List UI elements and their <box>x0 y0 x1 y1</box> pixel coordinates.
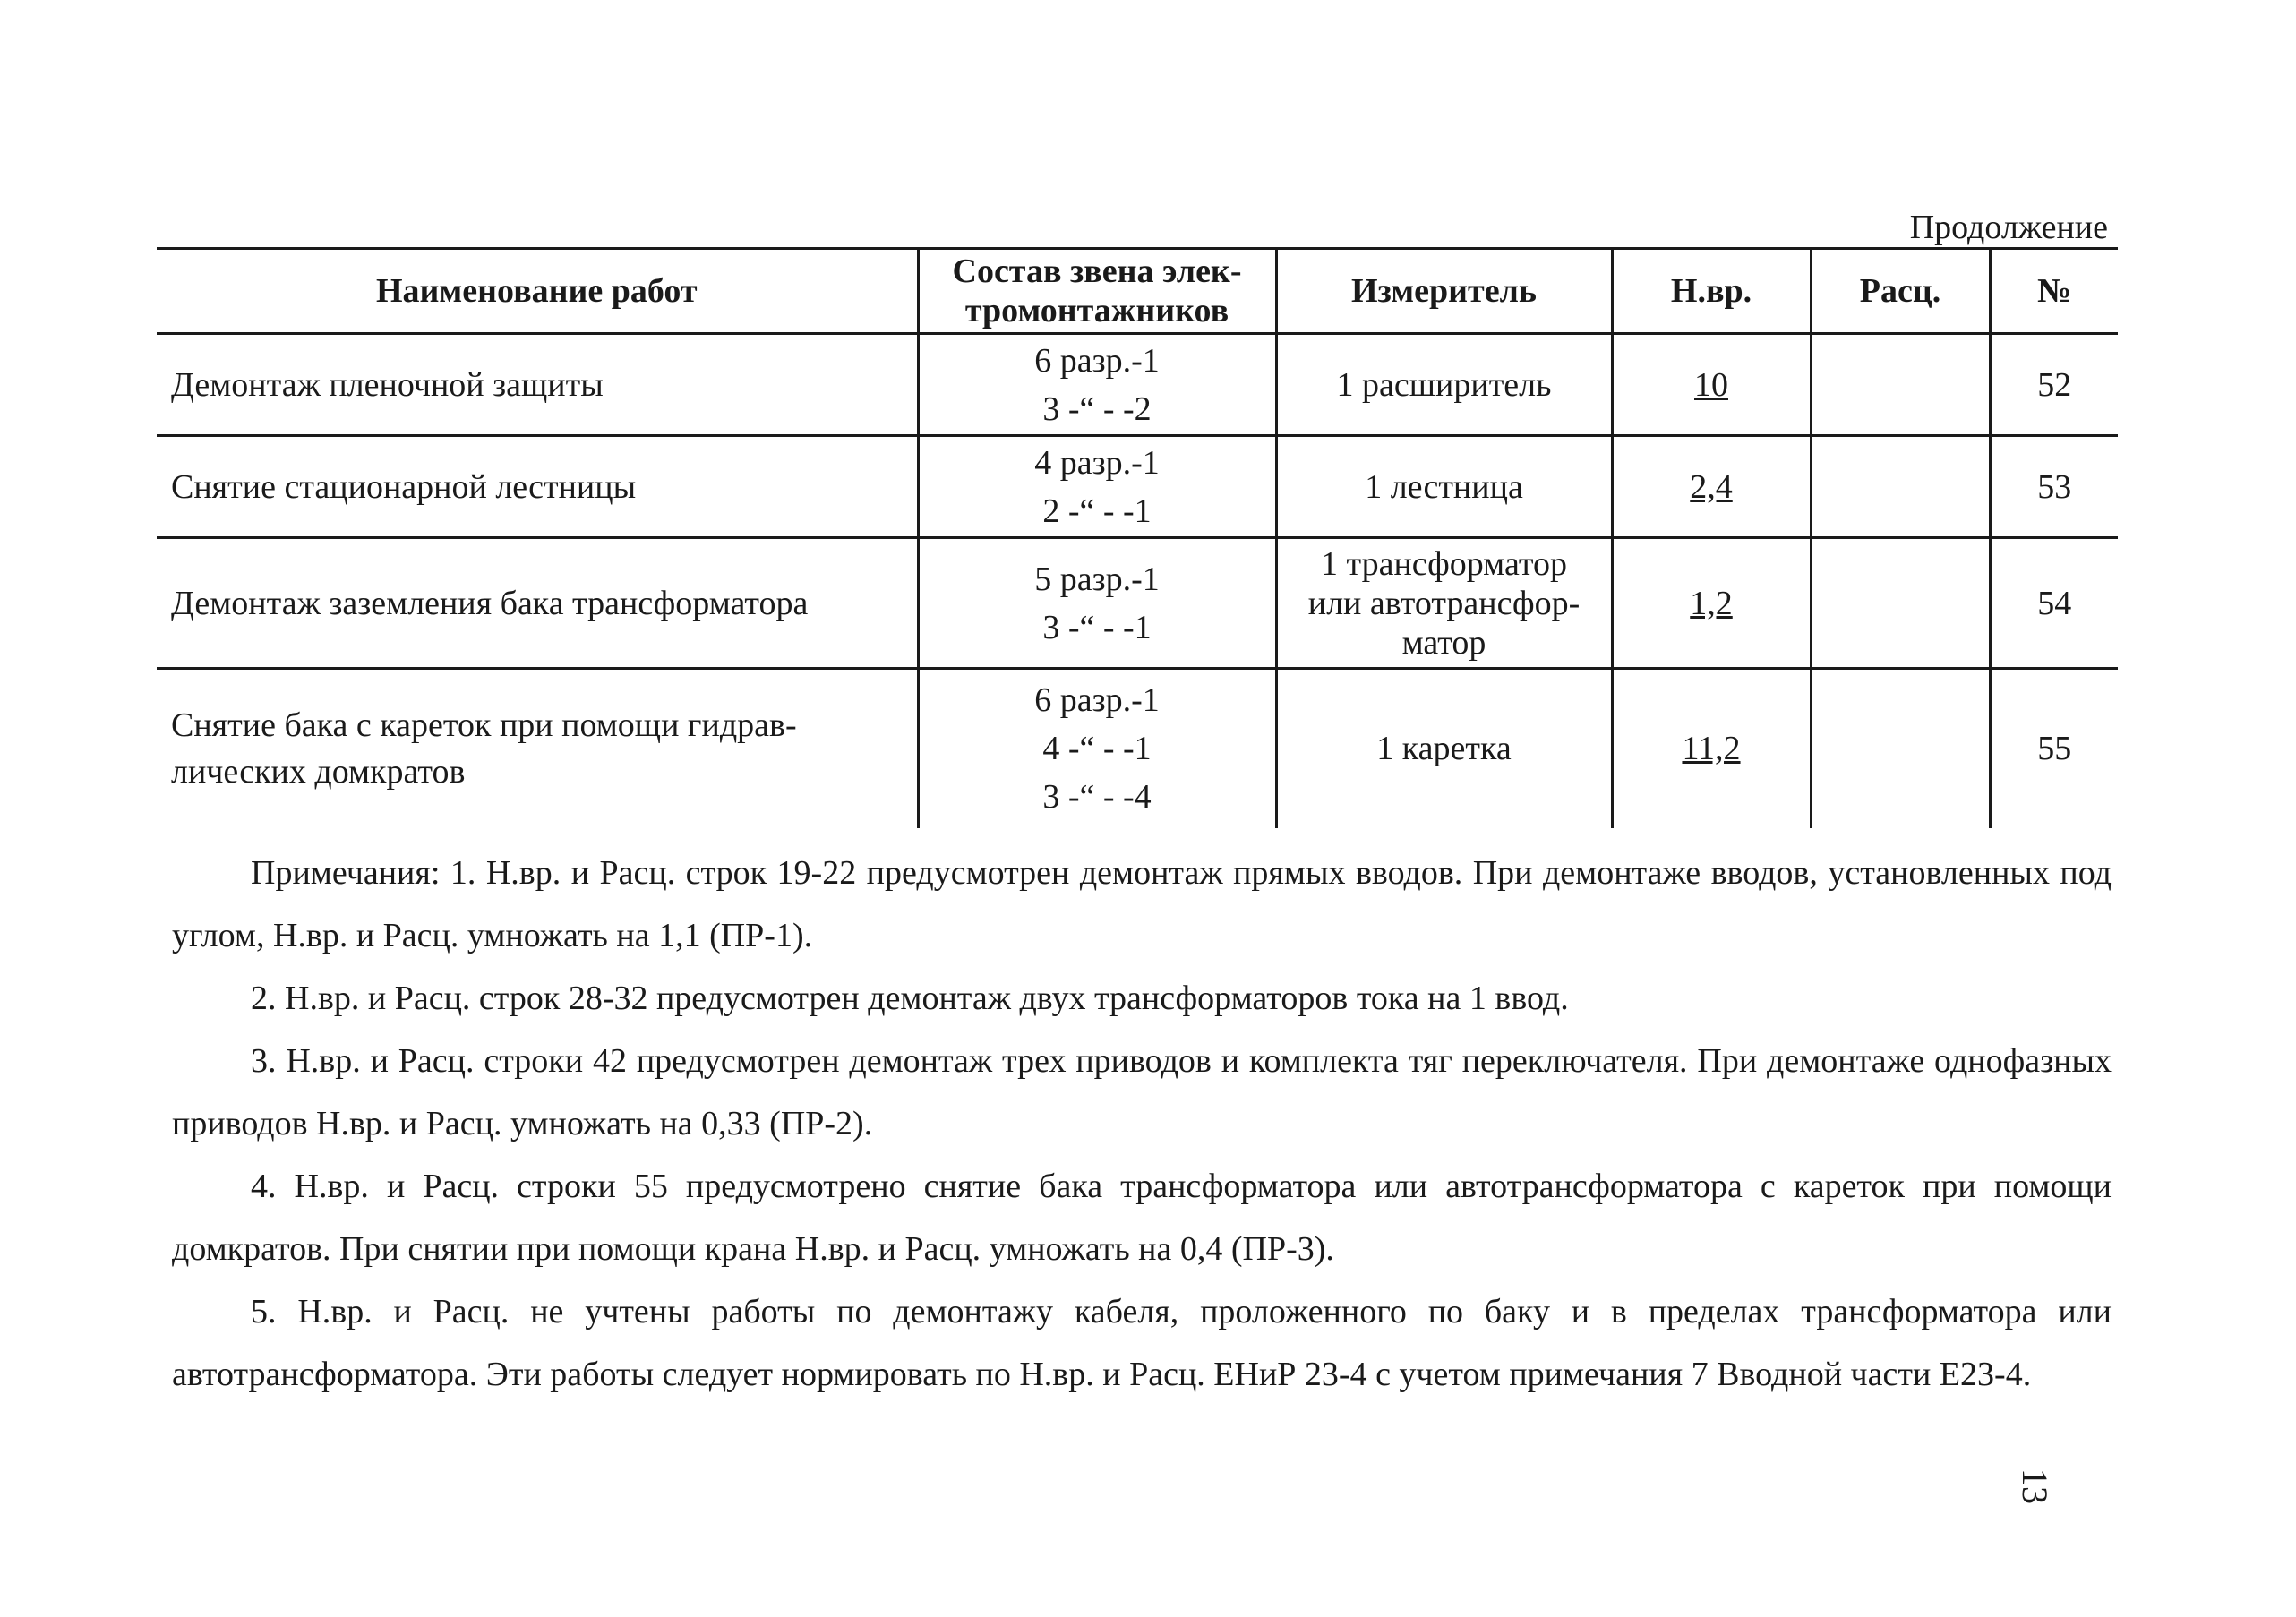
row-number-cell: 55 <box>1990 669 2118 828</box>
header-norm-time: Н.вр. <box>1612 249 1811 334</box>
work-name-line: Снятие стационарной лестницы <box>171 467 637 506</box>
unit-cell <box>1276 334 1612 436</box>
note-paragraph: 4. Н.вр. и Расц. строки 55 предусмотрено снятие бака трансформатора или автотрансформатора с кареток при помощи домкратов. При снятии при помощи крана Н.вр. и Расц. умножать на 0,4 (ПР-3). <box>172 1168 2112 1268</box>
work-name-line: лических домкратов <box>171 753 466 791</box>
norm-time-cell <box>1612 436 1811 538</box>
norm-time-value: 11,2 <box>1682 730 1741 768</box>
norm-time-value: 2,4 <box>1690 467 1733 506</box>
unit-line: или автотрансфор- <box>1307 584 1581 622</box>
note-paragraph: Примечания: 1. Н.вр. и Расц. строк 19-22 предусмотрен демонтаж прямых вводов. При демонтаже вводов, установленных под углом, Н.вр. и Расц. умножать на 1,1 (ПР-1). <box>172 854 2112 954</box>
crew-cell <box>918 436 1276 538</box>
norm-time-value: 1,2 <box>1690 584 1733 622</box>
norms-table <box>157 247 2118 828</box>
work-name-cell <box>157 334 918 436</box>
norm-time-cell <box>1612 538 1811 669</box>
work-name-cell <box>157 538 918 669</box>
header-number: № <box>1990 249 2118 334</box>
crew-cell <box>918 538 1276 669</box>
norm-time-cell <box>1612 669 1811 828</box>
crew-line: 3 -“ - -1 <box>1042 608 1152 646</box>
note-paragraph: 3. Н.вр. и Расц. строки 42 предусмотрен демонтаж трех приводов и комплекта тяг переключателя. При демонтаже однофазных приводов Н.вр. и Расц. умножать на 0,33 (ПР-2). <box>172 1042 2112 1142</box>
header-crew: Состав звена элек-тромонтажников <box>918 249 1276 334</box>
unit-cell <box>1276 436 1612 538</box>
rate-cell <box>1811 669 1990 828</box>
work-name-cell <box>157 436 918 538</box>
crew-line: 6 разр.-1 <box>1034 341 1160 380</box>
table-row <box>157 538 2118 669</box>
crew-line: 5 разр.-1 <box>1034 560 1160 598</box>
continuation-label: Продолжение <box>1909 209 2108 246</box>
rate-cell <box>1811 334 1990 436</box>
table-row <box>157 669 2118 828</box>
unit-line: 1 трансформатор <box>1321 544 1567 583</box>
unit-cell <box>1276 538 1612 669</box>
row-number-cell: 53 <box>1990 436 2118 538</box>
unit-line: 1 расширитель <box>1336 365 1552 404</box>
work-name-cell <box>157 669 918 828</box>
header-rate: Расц. <box>1811 249 1990 334</box>
crew-line: 4 разр.-1 <box>1034 443 1160 482</box>
page-number: 13 <box>2015 1468 2055 1504</box>
norm-time-value: 10 <box>1694 365 1728 404</box>
crew-line: 4 -“ - -1 <box>1042 730 1152 768</box>
table-header-row <box>157 249 2118 334</box>
header-unit: Измеритель <box>1276 249 1612 334</box>
table-row <box>157 436 2118 538</box>
note-paragraph: 2. Н.вр. и Расц. строк 28-32 предусмотрен демонтаж двух трансформаторов тока на 1 ввод. <box>251 980 1569 1017</box>
norm-time-cell <box>1612 334 1811 436</box>
header-name: Наименование работ <box>157 249 918 334</box>
work-name-line: Снятие бака с кареток при помощи гидрав- <box>171 706 797 745</box>
rate-cell <box>1811 538 1990 669</box>
crew-line: 3 -“ - -4 <box>1042 778 1152 817</box>
rate-cell <box>1811 436 1990 538</box>
crew-cell <box>918 669 1276 828</box>
crew-line: 3 -“ - -2 <box>1042 389 1152 428</box>
crew-cell <box>918 334 1276 436</box>
crew-line: 6 разр.-1 <box>1034 681 1160 720</box>
unit-line: 1 каретка <box>1376 730 1512 768</box>
row-number-cell: 54 <box>1990 538 2118 669</box>
unit-cell <box>1276 669 1612 828</box>
notes-section <box>172 842 2112 1406</box>
unit-line: 1 лестница <box>1365 467 1523 506</box>
work-name-line: Демонтаж пленочной защиты <box>171 365 604 404</box>
row-number-cell: 52 <box>1990 334 2118 436</box>
note-paragraph: 5. Н.вр. и Расц. не учтены работы по демонтажу кабеля, проложенного по баку и в пределах трансформатора или автотрансформатора. Эти работы следует нормировать по Н.вр. и Расц. ЕНиР 23-4 с учетом примечания 7 Вводной части Е23-4. <box>172 1293 2112 1393</box>
unit-line: матор <box>1401 623 1486 662</box>
crew-line: 2 -“ - -1 <box>1042 492 1152 530</box>
work-name-line: Демонтаж заземления бака трансформатора <box>171 584 809 622</box>
table-row <box>157 334 2118 436</box>
